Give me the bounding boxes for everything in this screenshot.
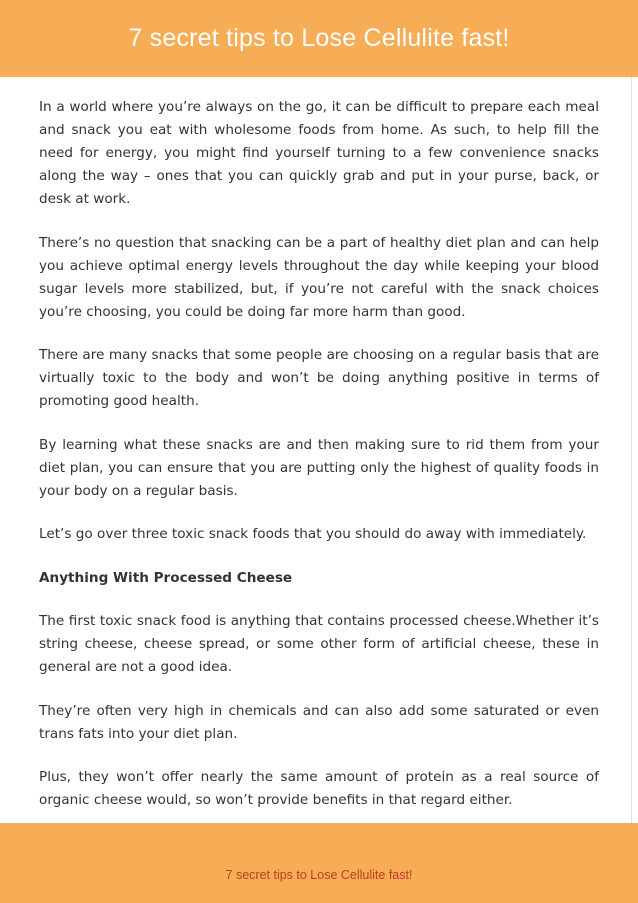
footer-title: 7 secret tips to Lose Cellulite fast! [225,868,413,882]
paragraph: Plus, they won’t offer nearly the same amount of protein as a real source of organic cheese would, so won’t provide benefits in that regard either. [39,769,599,808]
paragraph: In a world where you’re always on the go, it can be difficult to prepare each meal and snack you eat with wholesome foods from home. As such, to help fill the need for energy, you might find yourself turning to a few convenience snacks along the way – ones that you can quickly grab and put in your purse, back, or desk at work. [39,99,599,207]
section-heading: Anything With Processed Cheese [39,569,293,586]
paragraph: They’re often very high in chemicals and can also add some saturated or even trans fats into your diet plan. [39,702,599,742]
paragraph: Let’s go over three toxic snack foods that you should do away with immediately. [39,526,587,542]
paragraph: There’s no question that snacking can be a part of healthy diet plan and can help you achieve optimal energy levels throughout the day while keeping your blood sugar levels more stabilized, but, if you’re not careful with the snack choices you’re choosing, you could be doing far more harm than good. [39,234,599,320]
paragraph: By learning what these snacks are and then making sure to rid them from your diet plan, you can ensure that you are putting only the highest of quality foods in your body on a regular basis. [39,436,599,499]
right-margin-rule [631,77,632,823]
page-footer [0,823,638,903]
paragraph: There are many snacks that some people are choosing on a regular basis that are virtually toxic to the body and won’t be doing anything positive in terms of promoting good health. [39,347,599,409]
page-title: 7 secret tips to Lose Cellulite fast! [128,24,510,52]
article-body [39,96,599,833]
page-header [0,0,638,77]
paragraph: The first toxic snack food is anything that contains processed cheese.Whether it’s string cheese, cheese spread, or some other form of artificial cheese, these in general are not a good idea. [39,613,599,675]
